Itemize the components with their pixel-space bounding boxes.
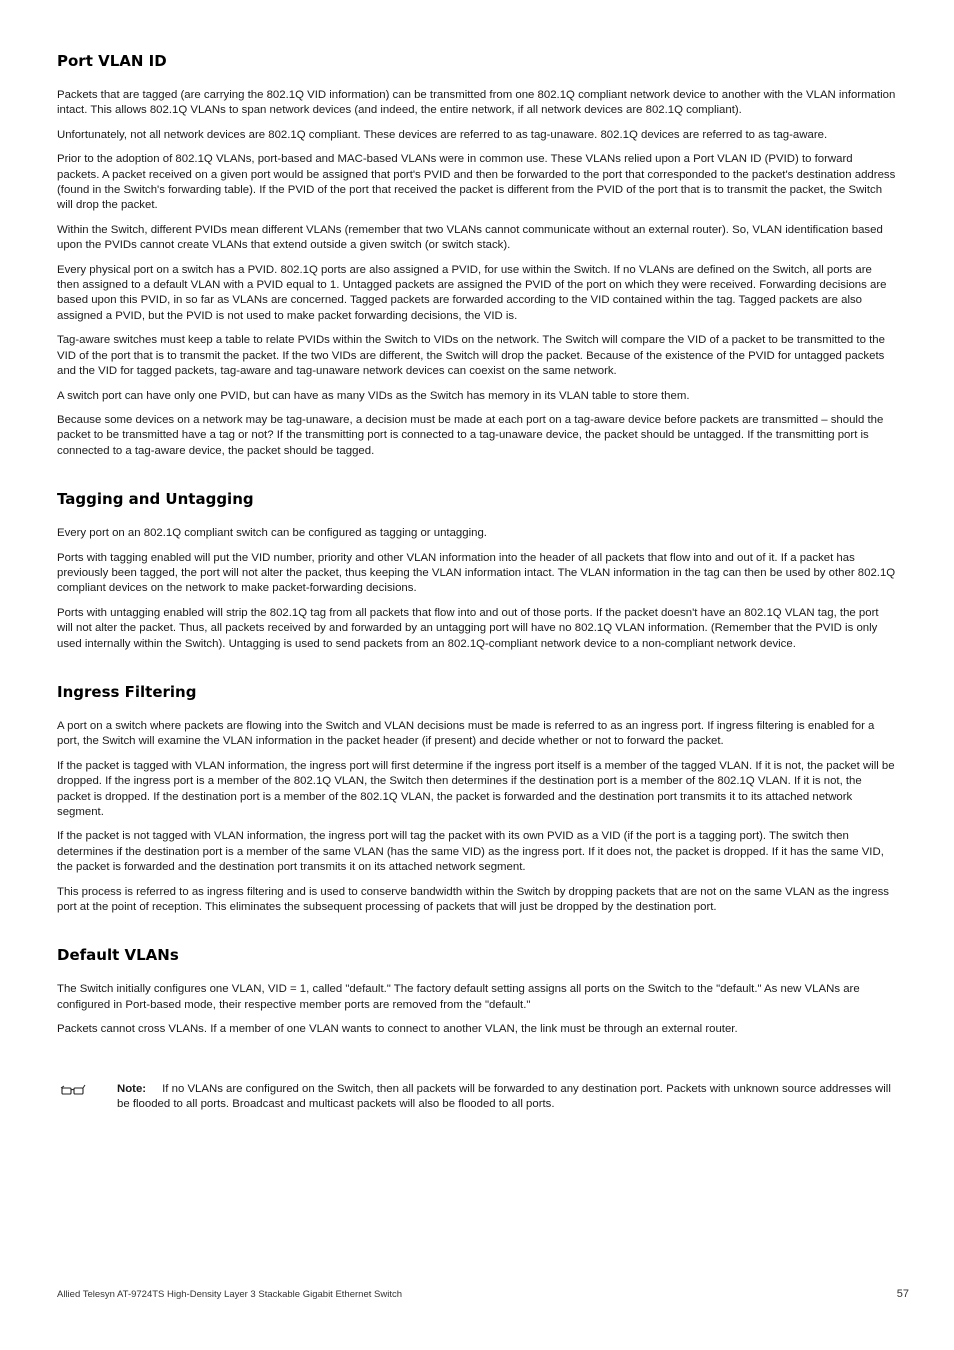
paragraph: Tag-aware switches must keep a table to relate PVIDs within the Switch to VIDs on the network. The Switch will compare the VID of a packet to be transmitted to the VID of the port that is to transmit the packet. If the two VIDs are different, the Switch will drop the packet. Because of the existence of the PVID for untagged packets and the VID for tagged packets, tag-aware and tag-unaware network devices can coexist on the same network. [57, 334, 885, 378]
note-body: If no VLANs are configured on the Switch, then all packets will be forwarded to any destination port. Packets with unknown source addresses will be flooded to all ports. Broadcast and multicast packets will also be flooded to all ports. [117, 1082, 891, 1111]
glasses-icon [60, 1084, 86, 1096]
note-text [117, 1082, 897, 1113]
paragraph: This process is referred to as ingress filtering and is used to conserve bandwidth within the Switch by dropping packets that are not on the same VLAN as the ingress port at the point of reception. This eliminates the subsequent processing of packets that will just be dropped by the destination port. [57, 885, 889, 914]
section-heading: Port VLAN ID [57, 52, 167, 70]
note-label: Note: [117, 1082, 147, 1095]
paragraph: Unfortunately, not all network devices are 802.1Q compliant. These devices are referred to as tag-unaware. 802.1Q devices are referred to as tag-aware. [57, 128, 828, 141]
paragraph: Packets cannot cross VLANs. If a member of one VLAN wants to connect to another VLAN, the link must be through an external router. [57, 1023, 738, 1036]
paragraph: If the packet is not tagged with VLAN information, the ingress port will tag the packet with its own PVID as a VID (if the port is a tagging port). The switch then determines if the destination port is a member of the same VLAN (has the same VID) as the ingress port. If it does not, the packet is dropped. If it has the same VID, the packet is forwarded and the destination port transmits it on its attached network segment. [57, 830, 884, 874]
paragraph: Every port on an 802.1Q compliant switch can be configured as tagging or untagging. [57, 527, 487, 540]
paragraph: If the packet is tagged with VLAN information, the ingress port will first determine if the ingress port itself is a member of the tagged VLAN. If it is not, the packet will be dropped. If the ingress port is a member of the 802.1Q VLAN, the Switch then determines if the destination port is a member of the 802.1Q VLAN. If it is not, the packet is dropped. If the destination port is a member of the 802.1Q VLAN, the packet is forwarded and the destination port transmits it to its attached network segment. [57, 759, 895, 818]
section-port-vlan-id [57, 50, 897, 459]
section-heading: Default VLANs [57, 946, 179, 965]
page-footer [57, 1288, 909, 1300]
paragraph: Ports with tagging enabled will put the VID number, priority and other VLAN information into the header of all packets that flow into and out of it. If a packet has previously been tagged, the port will not alter the packet, thus keeping the VLAN information intact. The VLAN information in the tag can then be used by other 802.1Q compliant devices on the network to make packet-forwarding decisions. [57, 551, 896, 595]
paragraph: A port on a switch where packets are flowing into the Switch and VLAN decisions must be made is referred to as an ingress port. If ingress filtering is enabled for a port, the Switch will examine the VLAN information in the packet header (if present) and decide whether or not to forward the packet. [57, 719, 875, 748]
section-tagging-and-untagging [57, 488, 897, 652]
paragraph: Because some devices on a network may be tag-unaware, a decision must be made at each port on a tag-aware device before packets are transmitted – should the packet to be transmitted have a tag or not? If the transmitting port is connected to a tag-unaware device, the packet should be untagged. If the transmitting port is connected to a tag-aware device, the packet should be tagged. [57, 413, 884, 457]
section-heading: Tagging and Untagging [57, 490, 254, 509]
section-heading: Ingress Filtering [57, 682, 197, 701]
paragraph: The Switch initially configures one VLAN, VID = 1, called "default." The factory default setting assigns all ports on the Switch to the "default." As new VLANs are configured in Port-based mode, their respective member ports are removed from the "default." [57, 983, 860, 1011]
paragraph: Within the Switch, different PVIDs mean different VLANs (remember that two VLANs cannot communicate without an external router). So, VLAN identification based upon the PVIDs cannot create VLANs that extend outside a given switch (or switch stack). [57, 223, 883, 252]
paragraph: Prior to the adoption of 802.1Q VLANs, port-based and MAC-based VLANs were in common use. These VLANs relied upon a Port VLAN ID (PVID) to forward packets. A packet received on a given port would be assigned that port's PVID and then be forwarded to the port that corresponded to the packet's destination address (found in the Switch's forwarding table). If the PVID of the port that received the packet is different from the PVID of the port that is to transmit the packet, the Switch will drop the packet. [57, 153, 896, 212]
paragraph: A switch port can have only one PVID, but can have as many VIDs as the Switch has memory in its VLAN table to store them. [57, 389, 690, 402]
section-default-vlans [57, 944, 897, 1037]
paragraph: Packets that are tagged (are carrying the 802.1Q VID information) can be transmitted from one 802.1Q compliant network device to another with the VLAN information intact. This allows 802.1Q VLANs to span network devices (and indeed, the entire network, if all network devices are 802.1Q compliant). [57, 89, 896, 117]
section-ingress-filtering [57, 681, 897, 915]
paragraph: Ports with untagging enabled will strip the 802.1Q tag from all packets that flow into and out of those ports. If the packet doesn't have an 802.1Q VLAN tag, the port will not alter the packet. Thus, all packets received by and forwarded by an untagging port will have no 802.1Q VLAN information. (Remember that the PVID is only used internally within the Switch). Untagging is used to send packets from an 802.1Q-compliant network device to a non-compliant network device. [57, 606, 879, 650]
paragraph: Every physical port on a switch has a PVID. 802.1Q ports are also assigned a PVID, for use within the Switch. If no VLANs are defined on the Switch, all ports are then assigned to a default VLAN with a PVID equal to 1. Untagged packets are assigned the PVID of the port on which they were received. Forwarding decisions are based upon this PVID, in so far as VLANs are concerned. Tagged packets are forwarded according to the VID contained within the tag. Tagged packets are also assigned a PVID, but the PVID is not used to make packet forwarding decisions, the VID is. [57, 263, 887, 322]
page-content [57, 50, 897, 1112]
note-box [57, 1082, 897, 1113]
page-number: 57 [896, 1288, 909, 1300]
footer-text: Allied Telesyn AT-9724TS High-Density Layer 3 Stackable Gigabit Ethernet Switch [57, 1289, 402, 1300]
